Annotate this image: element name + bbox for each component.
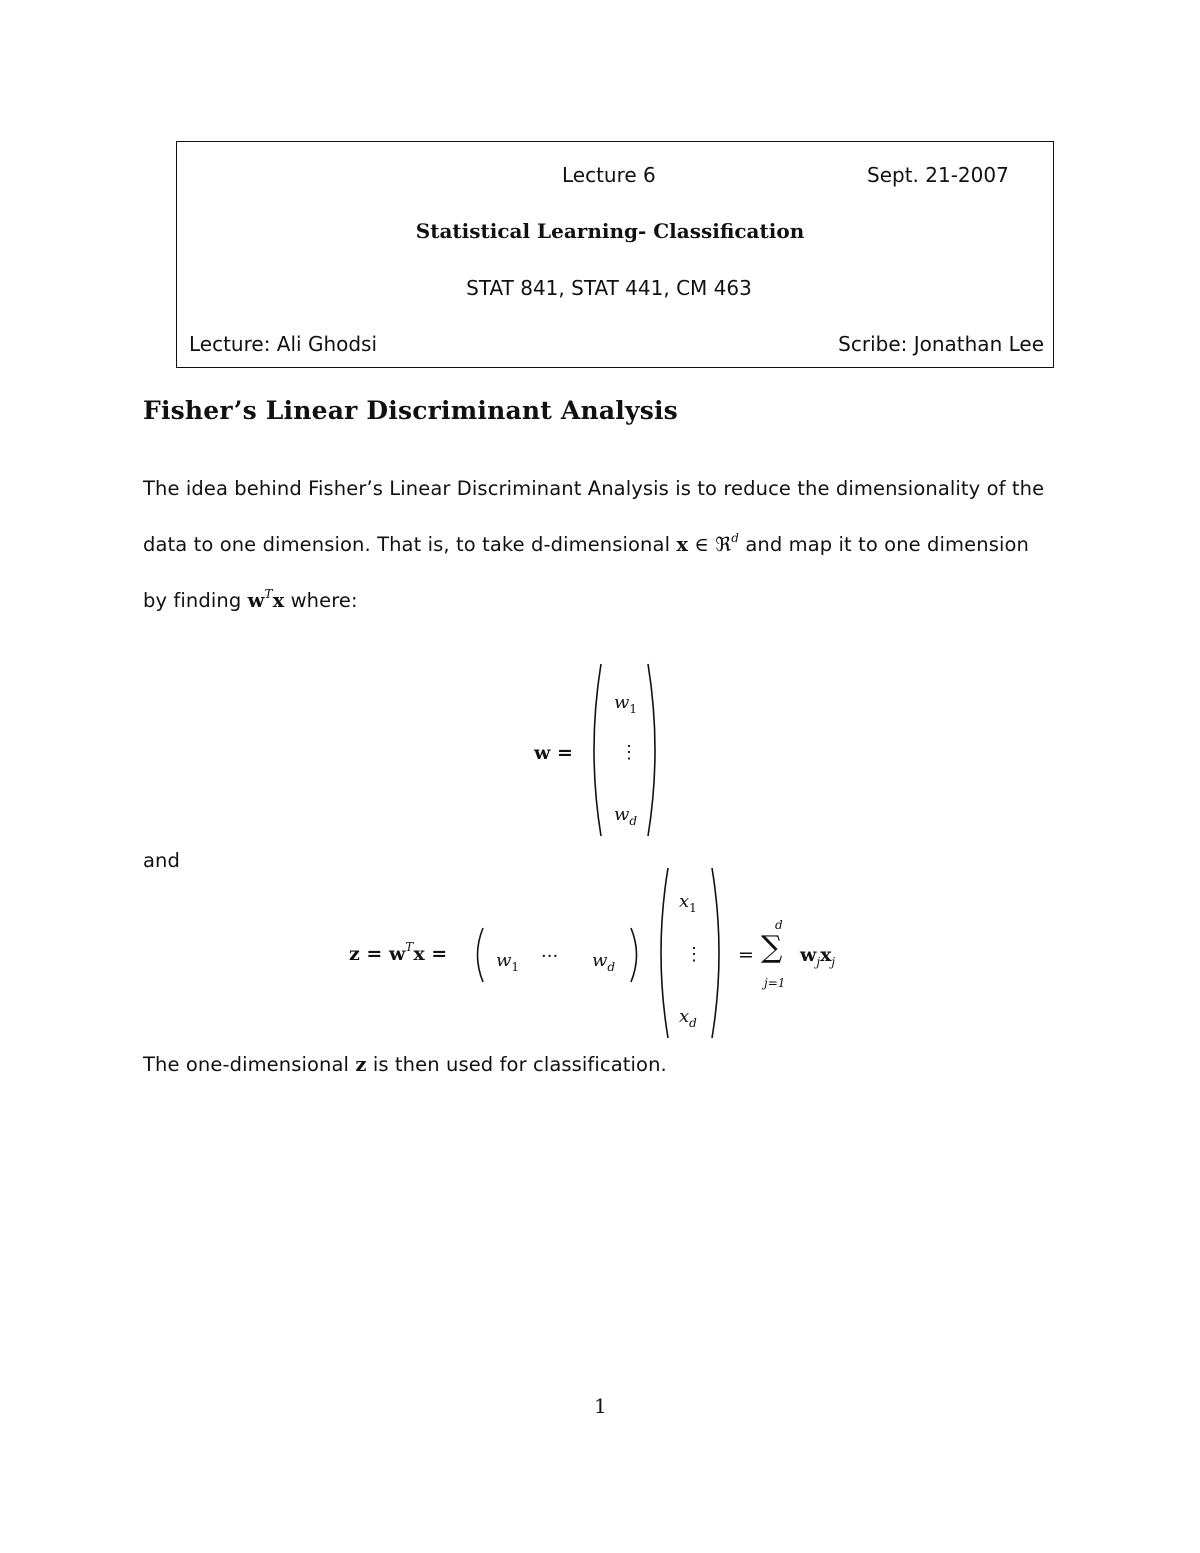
z-lhs: $z = w^Tx$ = (349, 940, 448, 965)
row-right-paren-icon (628, 926, 644, 984)
math-z: z (355, 1053, 367, 1076)
summation-icon: ∑ (761, 930, 783, 965)
sum-upper-limit: d (775, 918, 783, 932)
scribe-name: Scribe: Jonathan Lee (838, 332, 1044, 356)
w-equals-label: w = (534, 742, 573, 764)
lecture-number: Lecture 6 (562, 163, 656, 187)
right-paren-icon (644, 662, 664, 838)
paragraph-line-1: The idea behind Fisher’s Linear Discriminant Analysis is to reduce the dimensionality of the (143, 477, 1045, 500)
closing-sentence-start: The one-dimensional (143, 1053, 356, 1076)
col-left-paren-icon (652, 866, 672, 1040)
col-entry-xd: $x_d$ (679, 1006, 697, 1030)
course-title: Statistical Learning- Classification (415, 219, 805, 243)
col-right-paren-icon (708, 866, 728, 1040)
row-left-paren-icon (470, 926, 486, 984)
lecturer-name: Lecture: Ali Ghodsi (189, 332, 378, 356)
sum-lower-limit: j=1 (764, 976, 786, 990)
math-x-in-Rd: x (676, 533, 689, 556)
col-entry-x1: $x_1$ (679, 891, 697, 915)
paragraph-line-3: by finding $w^Tx$ where: (143, 587, 358, 612)
equals-sign: = (738, 944, 754, 966)
math-wTx: w (247, 589, 265, 612)
w-entry-dots: ⋮ (620, 742, 638, 763)
paragraph-line-2: data to one dimension. That is, to take d-dimensional x ∈ ℜ$^d$ and map it to one dimension (143, 531, 1029, 556)
row-entry-w1: $w_1$ (496, 950, 520, 974)
paragraph-line-2-end: and map it to one dimension (739, 533, 1029, 556)
closing-sentence-end: is then used for classification. (366, 1053, 667, 1076)
paragraph-line-3-end: where: (284, 589, 358, 612)
course-codes: STAT 841, STAT 441, CM 463 (466, 276, 752, 300)
lecture-date: Sept. 21-2007 (867, 163, 1009, 187)
closing-sentence (143, 1053, 667, 1076)
connector-and: and (143, 849, 180, 872)
row-entry-dots: ··· (541, 946, 559, 967)
w-entry-d: $w_d$ (614, 804, 638, 828)
row-entry-wd: $w_d$ (592, 950, 616, 974)
paragraph-line-3-start: by finding (143, 589, 248, 612)
left-paren-icon (585, 662, 605, 838)
paragraph-line-2-start: data to one dimension. That is, to take d-dimensional (143, 533, 677, 556)
sum-term-wjxj: $w_jx_j$ (800, 944, 836, 969)
w-entry-1: $w_1$ (614, 692, 638, 716)
col-entry-dots: ⋮ (685, 944, 703, 965)
section-heading: Fisher’s Linear Discriminant Analysis (143, 396, 678, 425)
page-number: 1 (594, 1394, 607, 1418)
